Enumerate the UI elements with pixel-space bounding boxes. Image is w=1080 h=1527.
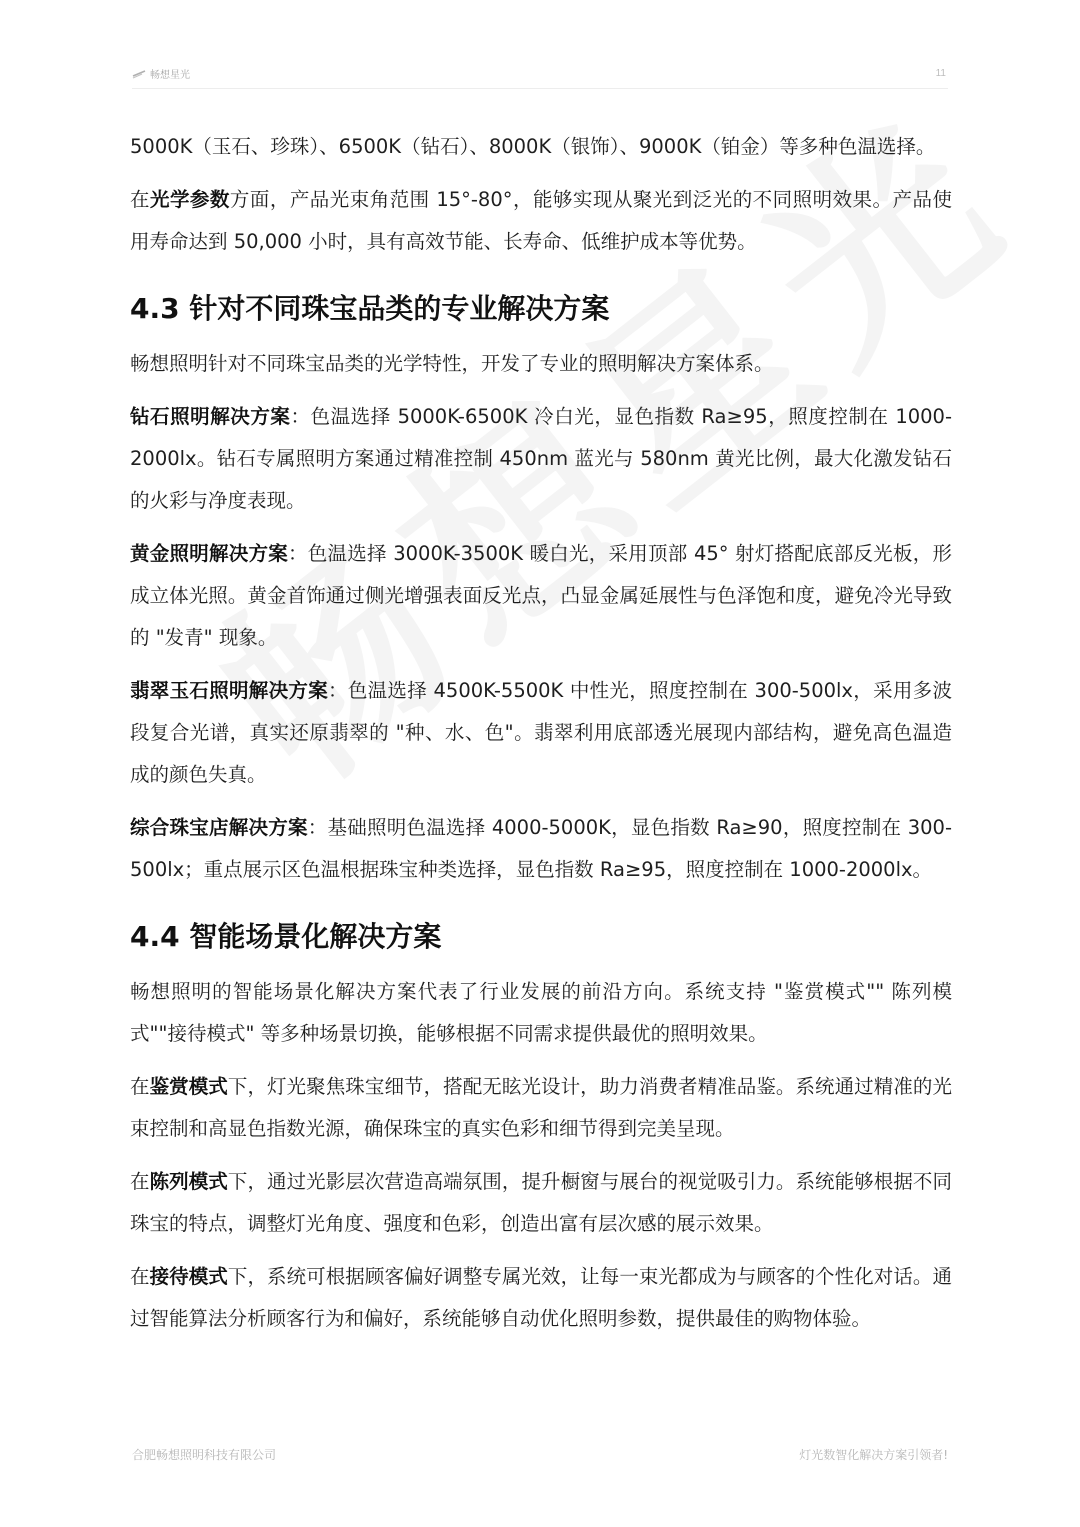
- bold-term: 陈列模式: [149, 1170, 228, 1193]
- paragraph: 5000K（玉石、珍珠）、6500K（钻石）、8000K（银饰）、9000K（铂金）等多种色温选择。: [130, 135, 936, 158]
- bold-term: 翡翠玉石照明解决方案: [130, 679, 329, 702]
- bold-term: 光学参数: [149, 188, 230, 211]
- paragraph: 在光学参数方面，产品光束角范围 15°-80°，能够实现从聚光到泛光的不同照明效果。产品使用寿命达到 50,000 小时，具有高效节能、长寿命、低维护成本等优势。: [130, 188, 952, 253]
- bold-term: 鉴赏模式: [149, 1075, 228, 1098]
- footer-slogan: 灯光数智化解决方案引领者!: [799, 1448, 948, 1462]
- logo-mark-icon: [132, 69, 146, 79]
- paragraph: 畅想照明针对不同珠宝品类的光学特性，开发了专业的照明解决方案体系。: [130, 352, 774, 375]
- section-heading-4-4: 4.4 智能场景化解决方案: [130, 920, 442, 953]
- paragraph-diamond: 钻石照明解决方案：色温选择 5000K-6500K 冷白光，显色指数 Ra≥95，照度控制在 1000-2000lx。钻石专属照明方案通过精准控制 450nm 蓝光与 580nm 黄光比例，最大化激发钻石的火彩与净度表现。: [130, 405, 952, 512]
- page-body: [130, 126, 952, 1351]
- bold-term: 综合珠宝店解决方案: [130, 816, 308, 839]
- logo-text: 畅想星光: [150, 70, 190, 81]
- bold-term: 钻石照明解决方案: [130, 405, 291, 428]
- paragraph-gold: 黄金照明解决方案：色温选择 3000K-3500K 暖白光，采用顶部 45° 射灯搭配底部反光板，形成立体光照。黄金首饰通过侧光增强表面反光点，凸显金属延展性与色泽饱和度，避免冷光导致的 "发青" 现象。: [130, 542, 952, 649]
- page-number: 11: [935, 68, 946, 79]
- paragraph-store: 综合珠宝店解决方案：基础照明色温选择 4000-5000K，显色指数 Ra≥90，照度控制在 300-500lx；重点展示区色温根据珠宝种类选择，显色指数 Ra≥95，照度控制在 1000-2000lx。: [130, 816, 952, 881]
- bold-term: 接待模式: [149, 1265, 228, 1288]
- paragraph: 畅想照明的智能场景化解决方案代表了行业发展的前沿方向。系统支持 "鉴赏模式"" 陈列模式""接待模式" 等多种场景切换，能够根据不同需求提供最优的照明效果。: [130, 980, 952, 1045]
- section-heading-4-3: 4.3 针对不同珠宝品类的专业解决方案: [130, 292, 610, 325]
- footer-company: 合肥畅想照明科技有限公司: [132, 1448, 277, 1462]
- page-header: [132, 66, 948, 89]
- paragraph-appreciation-mode: 在鉴赏模式下，灯光聚焦珠宝细节，搭配无眩光设计，助力消费者精准品鉴。系统通过精准的光束控制和高显色指数光源，确保珠宝的真实色彩和细节得到完美呈现。: [130, 1075, 952, 1140]
- company-logo: [132, 66, 190, 81]
- bold-term: 黄金照明解决方案: [130, 542, 289, 565]
- paragraph-display-mode: 在陈列模式下，通过光影层次营造高端氛围，提升橱窗与展台的视觉吸引力。系统能够根据不同珠宝的特点，调整灯光角度、强度和色彩，创造出富有层次感的展示效果。: [130, 1170, 952, 1235]
- paragraph-jade: 翡翠玉石照明解决方案：色温选择 4500K-5500K 中性光，照度控制在 300-500lx，采用多波段复合光谱，真实还原翡翠的 "种、水、色"。翡翠利用底部透光展现内部结构，避免高色温造成的颜色失真。: [130, 679, 952, 786]
- paragraph-reception-mode: 在接待模式下，系统可根据顾客偏好调整专属光效，让每一束光都成为与顾客的个性化对话。通过智能算法分析顾客行为和偏好，系统能够自动优化照明参数，提供最佳的购物体验。: [130, 1265, 952, 1330]
- page-footer: [132, 1446, 948, 1463]
